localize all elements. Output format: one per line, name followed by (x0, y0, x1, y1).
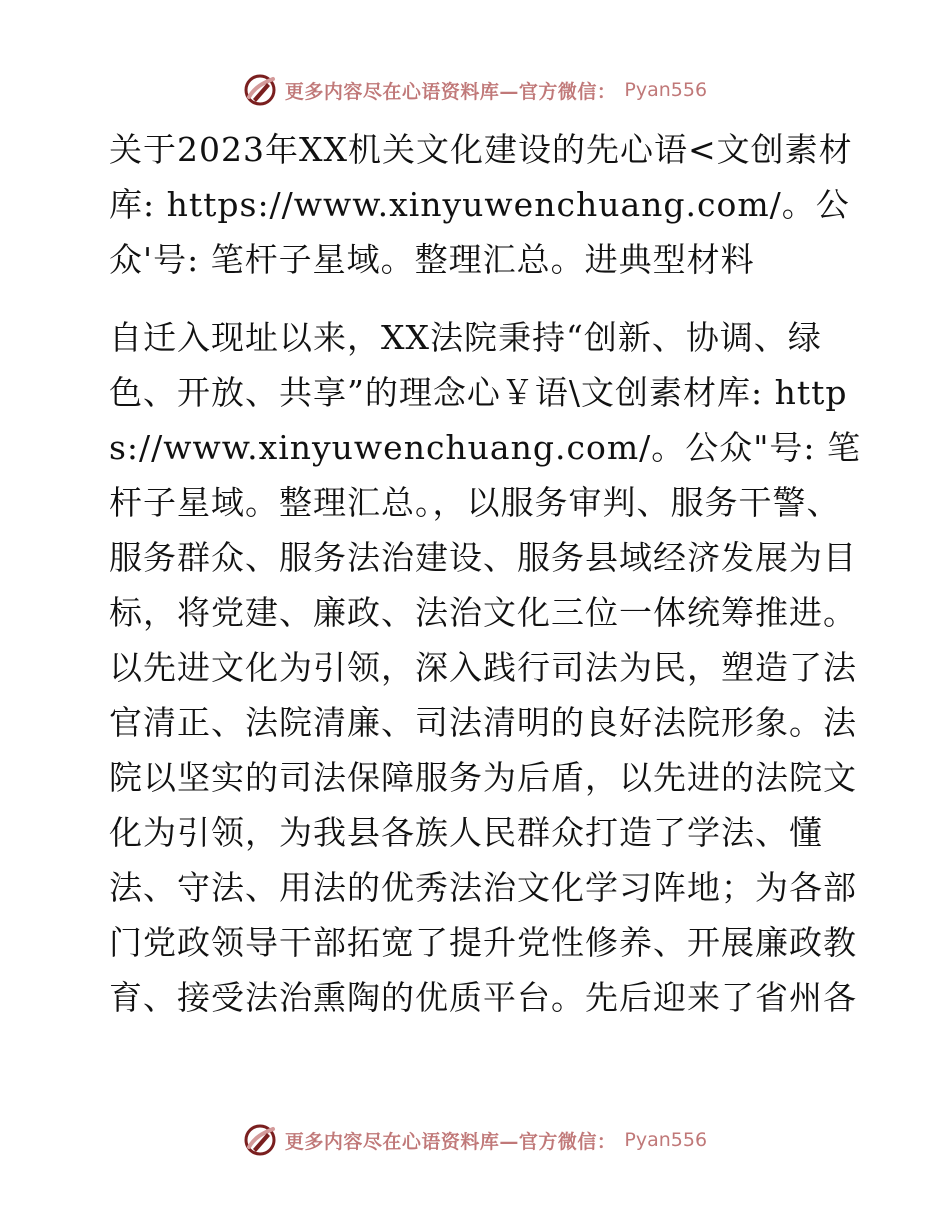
footer-banner-wechat: Pyan556 (624, 1129, 708, 1151)
footer-banner-text: 更多内容尽在心语资料库—官方微信： (284, 1130, 617, 1153)
pen-logo-icon (243, 73, 277, 107)
document-title: 关于2023年XX机关文化建设的先心语<文创素材库: https://www.xinyuwenchuang.com/。公众'号: 笔杆子星域。整理汇总。进典型材料 (109, 130, 853, 279)
footer-banner (0, 1120, 950, 1160)
pen-logo-icon (243, 1123, 277, 1157)
header-banner (0, 70, 950, 110)
header-banner-text: 更多内容尽在心语资料库—官方微信： (284, 80, 617, 103)
header-banner-wechat: Pyan556 (624, 79, 708, 101)
body-paragraph: 自迁入现址以来，XX法院秉持“创新、协调、绿色、开放、共享”的理念心￥语\文创素材库: https://www.xinyuwenchuang.com/。公众"号: 笔杆子星域。整理汇总。，以服务审判、服务干警、服务群众、服务法治建设、服务县域经济发展为目标，将党建、廉政、法治文化三位一体统筹推进。以先进文化为引领，深入践行司法为民，塑造了法官清正、法院清廉、司法清明的良好法院形象。法院以坚实的司法保障服务为后盾，以先进的法院文化为引领，为我县各族人民群众打造了学法、懂法、守法、用法的优秀法治文化学习阵地；为各部门党政领导干部拓宽了提升党性修养、开展廉政教育、接受法治熏陶的优质平台。先后迎来了省州各 (109, 318, 862, 1017)
